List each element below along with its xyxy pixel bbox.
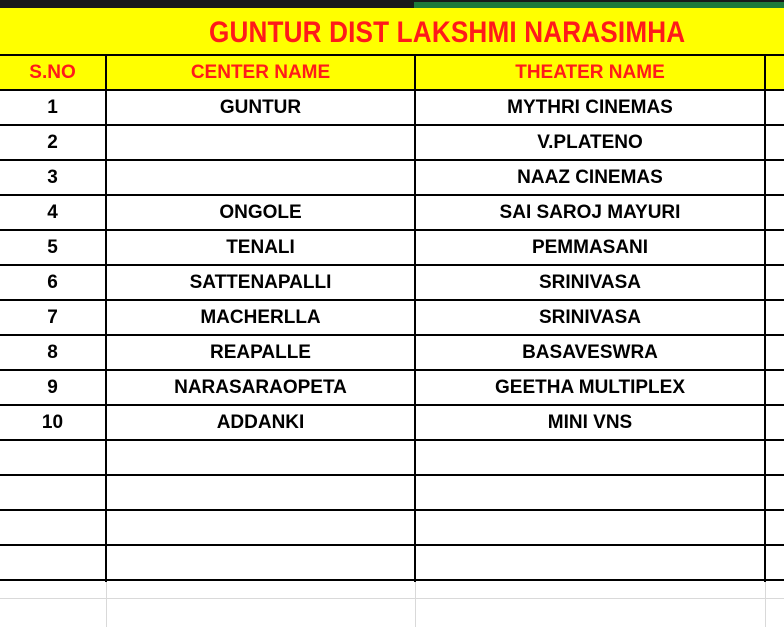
empty-row: [0, 476, 784, 511]
table-row: [0, 406, 784, 441]
cell-theater-name: MINI VNS: [547, 412, 633, 433]
sheet-title: GUNTUR DIST LAKSHMI NARASIMHA: [209, 16, 686, 49]
cell-center-name: MACHERLLA: [200, 307, 321, 328]
table-row: [0, 371, 784, 406]
column-divider: [414, 56, 416, 582]
cell-sno: 3: [47, 167, 58, 188]
empty-row: [0, 546, 784, 581]
cell-sno: 1: [47, 97, 58, 118]
gridline: [765, 582, 766, 627]
cell-theater-name: PEMMASANI: [531, 237, 649, 258]
cell-theater-name: GEETHA MULTIPLEX: [495, 377, 685, 398]
cell-center-name: TENALI: [226, 237, 295, 258]
cell-theater-name: SAI SAROJ MAYURI: [499, 202, 681, 223]
sheet-unformatted-area: [0, 582, 784, 627]
cell-sno: 7: [47, 307, 58, 328]
header-center-name: CENTER NAME: [190, 62, 331, 83]
cell-sno: 4: [47, 202, 58, 223]
cell-sno: 5: [47, 237, 58, 258]
column-divider: [764, 56, 766, 582]
table-row: [0, 91, 784, 126]
cell-center-name: [107, 126, 414, 159]
cell-theater-name: V.PLATENO: [537, 132, 643, 153]
table-row: [0, 266, 784, 301]
cell-center-name: [107, 161, 414, 194]
gridline: [106, 582, 107, 627]
table-row: [0, 161, 784, 196]
header-theater-name: THEATER NAME: [515, 62, 665, 83]
cell-theater-name: NAAZ CINEMAS: [517, 167, 663, 188]
header-sno: S.NO: [29, 62, 76, 83]
cell-center-name: ADDANKI: [216, 412, 305, 433]
title-banner: [0, 8, 784, 56]
cell-theater-name: SRINIVASA: [538, 307, 642, 328]
cell-sno: 9: [47, 377, 58, 398]
cell-theater-name: SRINIVASA: [538, 272, 642, 293]
cell-center-name: NARASARAOPETA: [174, 377, 347, 398]
cell-center-name: SATTENAPALLI: [189, 272, 332, 293]
cell-sno: 8: [47, 342, 58, 363]
cell-sno: 2: [47, 132, 58, 153]
table-row: [0, 231, 784, 266]
table-row: [0, 301, 784, 336]
cell-center-name: GUNTUR: [219, 97, 302, 118]
empty-row: [0, 441, 784, 476]
cell-theater-name: BASAVESWRA: [522, 342, 658, 363]
cell-theater-name: MYTHRI CINEMAS: [507, 97, 673, 118]
gridline: [415, 582, 416, 627]
cell-center-name: REAPALLE: [210, 342, 311, 363]
cell-sno: 10: [41, 412, 64, 433]
table-row: [0, 196, 784, 231]
gridline: [0, 598, 784, 599]
empty-row: [0, 511, 784, 546]
table-row: [0, 336, 784, 371]
cell-center-name: ONGOLE: [219, 202, 302, 223]
table-header-row: [0, 56, 784, 91]
cell-sno: 6: [47, 272, 58, 293]
column-divider: [105, 56, 107, 582]
table-row: [0, 126, 784, 161]
